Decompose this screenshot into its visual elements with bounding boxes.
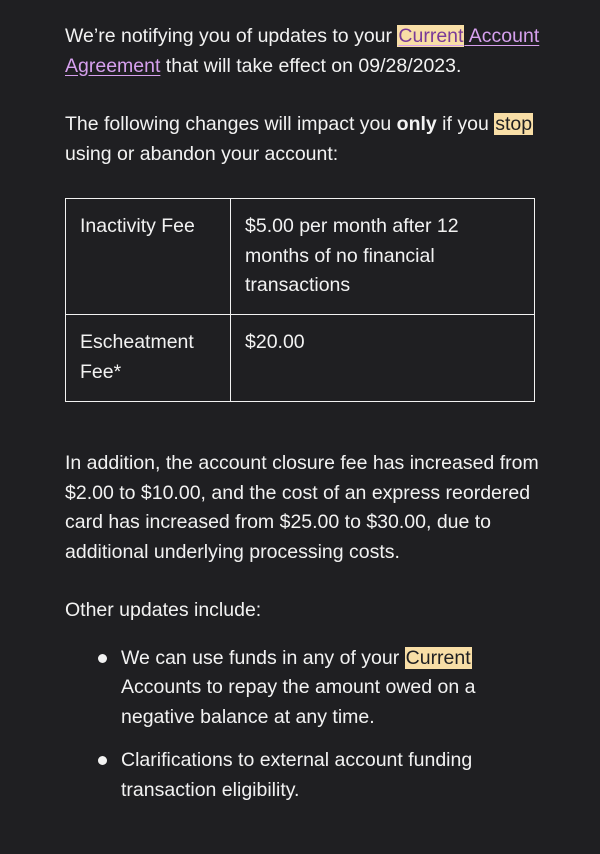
- addition-paragraph: In addition, the account closure fee has increased from $2.00 to $10.00, and the cost of an express reordered card has increased from $25.00 to $30.00, due to additional underlying processing costs.: [65, 452, 539, 563]
- fee-name-cell: Inactivity Fee: [66, 199, 231, 315]
- fee-name-cell: Escheatment Fee*: [66, 315, 231, 402]
- list-item-text: Clarifications to external account funding transaction eligibility.: [121, 749, 473, 801]
- only-emphasis: only: [396, 113, 437, 135]
- changes-paragraph: [65, 110, 540, 169]
- list-item-text-after: Accounts to repay the amount owed on a negative balance at any time.: [121, 676, 476, 728]
- stop-highlight: stop: [495, 113, 533, 135]
- email-body: [65, 22, 540, 819]
- changes-text-before: The following changes will impact you: [65, 113, 397, 135]
- current-highlight: Current: [398, 25, 464, 47]
- table-row: [66, 199, 535, 315]
- list-item: [65, 746, 540, 805]
- fees-table: [65, 198, 535, 402]
- intro-paragraph: [65, 22, 540, 81]
- list-item-text-before: We can use funds in any of your: [121, 646, 405, 669]
- table-row: [66, 315, 535, 402]
- list-item: [65, 644, 540, 733]
- intro-text-before: We’re notifying you of updates to your: [65, 25, 398, 47]
- fee-value-cell: $5.00 per month after 12 months of no financial transactions: [231, 199, 535, 315]
- current-highlight: Current: [405, 646, 471, 669]
- account-agreement-link-text: Account Agreement: [65, 25, 540, 77]
- intro-text-after: that will take effect on 09/28/2023.: [160, 54, 462, 77]
- fee-value-cell: $20.00: [231, 315, 535, 402]
- other-updates-heading: Other updates include:: [65, 599, 262, 621]
- changes-text-mid: if you: [436, 113, 495, 135]
- changes-text-after: using or abandon your account:: [65, 142, 339, 165]
- bullet-icon: [98, 756, 107, 765]
- bullet-icon: [98, 654, 107, 663]
- updates-list: [65, 644, 540, 806]
